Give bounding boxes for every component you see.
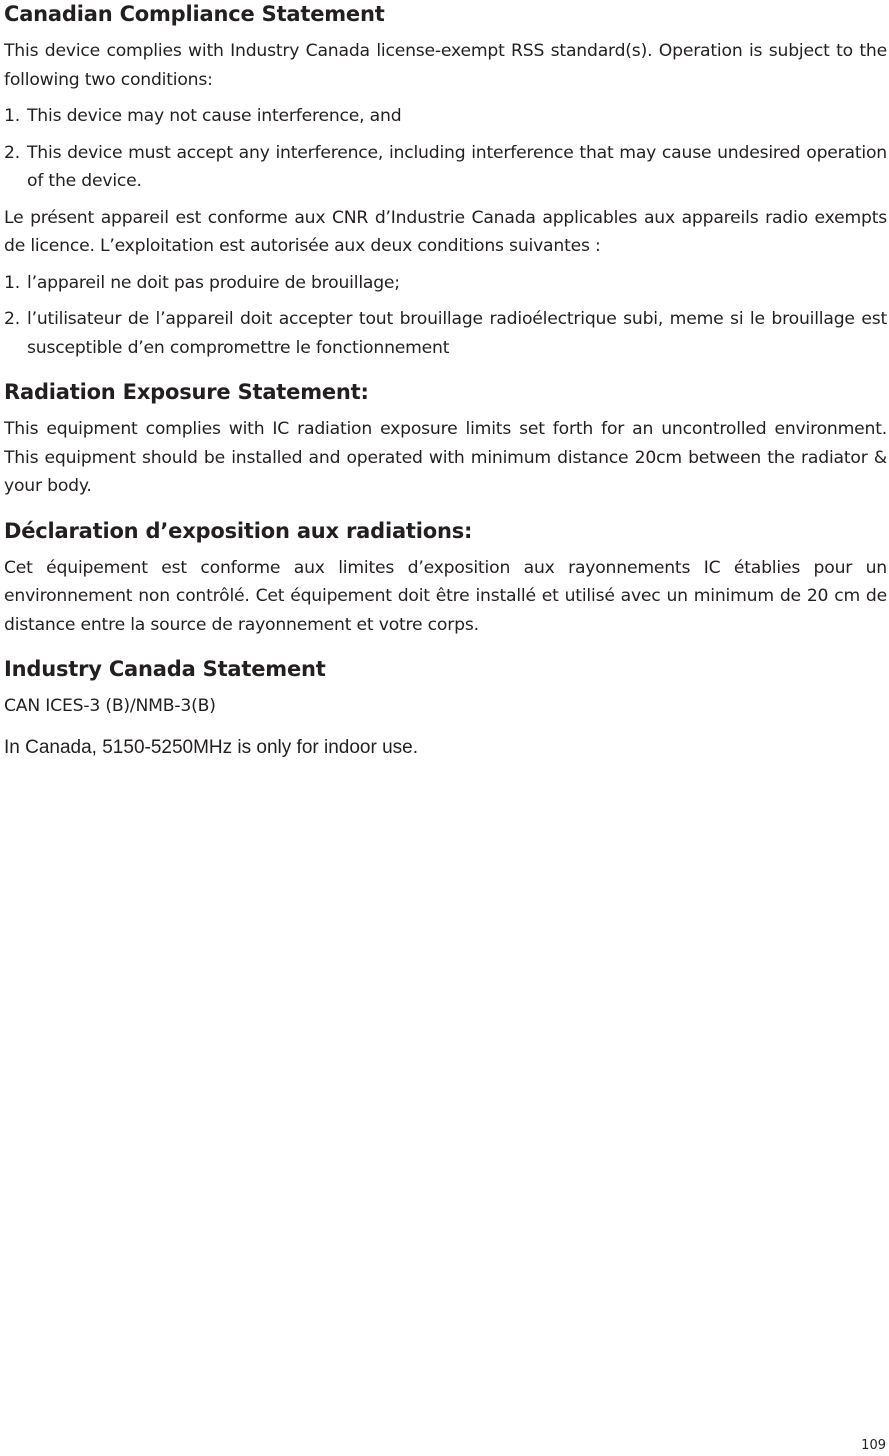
radiation-exposure-heading-fr: Déclaration d’exposition aux radiations:	[4, 518, 473, 543]
industry-canada-heading: Industry Canada Statement	[4, 657, 326, 681]
list-number: 1.	[4, 272, 20, 293]
list-item	[4, 102, 887, 131]
list-number: 1.	[4, 106, 20, 126]
canadian-conditions-list	[4, 102, 887, 196]
radiation-exposure-body: This equipment complies with IC radiation exposure limits set forth for an uncontrolled environment. This equipment should be installed and operated with minimum distance 20cm between the radiator & your body.	[4, 419, 887, 496]
canadian-conditions-list-fr	[4, 269, 887, 363]
canadian-compliance-heading: Canadian Compliance Statement	[4, 2, 385, 26]
list-item-text: l’utilisateur de l’appareil doit accepter tout brouillage radioélectrique subi, meme si le brouillage est susceptible d’en compromettre le fonctionnement	[27, 309, 887, 358]
page-number: 109	[861, 1438, 886, 1453]
indoor-use-note: In Canada, 5150-5250MHz is only for indoor use.	[4, 736, 419, 758]
industry-canada-body: CAN ICES-3 (B)/NMB-3(B)	[4, 696, 216, 716]
list-item-text: l’appareil ne doit pas produire de brouillage;	[27, 272, 400, 293]
list-item-text: This device may not cause interference, and	[27, 106, 402, 126]
radiation-exposure-body-fr: Cet équipement est conforme aux limites d’exposition aux rayonnements IC établies pour un environnement non contrôlé. Cet équipement doit être installé et utilisé avec un minimum de 20 cm de distance entre la source de rayonnement et votre corps.	[4, 557, 887, 635]
list-item	[4, 139, 887, 196]
list-item	[4, 305, 887, 362]
document-page	[4, 0, 887, 761]
list-number: 2.	[4, 142, 20, 163]
canadian-compliance-intro-fr: Le présent appareil est conforme aux CNR d’Industrie Canada applicables aux appareils radio exempts de licence. L’exploitation est autorisée aux deux conditions suivantes :	[4, 207, 887, 256]
list-item	[4, 269, 887, 298]
radiation-exposure-heading: Radiation Exposure Statement:	[4, 380, 369, 404]
list-number: 2.	[4, 309, 20, 329]
list-item-text: This device must accept any interference, including interference that may cause undesired operation of the device.	[27, 142, 887, 191]
canadian-compliance-intro: This device complies with Industry Canada license-exempt RSS standard(s). Operation is subject to the following two conditions:	[4, 41, 887, 90]
